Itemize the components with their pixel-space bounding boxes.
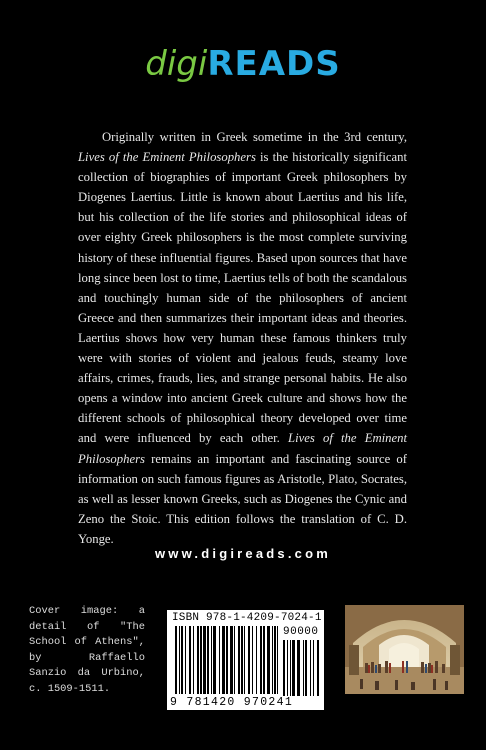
barcode-bar [248, 626, 250, 694]
barcode-bar [175, 626, 177, 694]
description-part-3: remains an important and fascinating source of information on such famous figures as Aristotle, Plato, Socrates, as well as lesser known Greeks, such as Diogenes the Cynic and Zeno the Stoic. This edition follows the translation of C. D. Yonge. [78, 451, 407, 546]
barcode-bar [263, 626, 265, 694]
logo-reads: READS [207, 44, 341, 84]
barcode-bar [234, 626, 235, 694]
barcode-bar [305, 640, 307, 696]
isbn-barcode [167, 610, 324, 710]
barcode-bar [317, 640, 319, 696]
barcode-bar [207, 626, 209, 694]
barcode-bar [283, 640, 285, 696]
barcode-bar [313, 640, 314, 696]
barcode-bar [189, 626, 191, 694]
barcode-bar [181, 626, 183, 694]
barcode-bar [277, 626, 278, 694]
book-title-1: Lives of the Eminent Philosophers [78, 150, 256, 165]
barcode-bar [310, 640, 311, 696]
description-part-2: is the historically significant collection of biographies of important Greek philosophers by Diogenes Laertius. Little is known about Laertius and his life, but his collection of the life stories and philosophical ideas of over eighty Greek philosophers is the most complete surviving history of these influential figures. Based upon sources that have long since been lost to time, Laertius tells of both the scandalous and touchingly human side of the philosophers of ancient Greece and then summarizes their important ideas and theories. Laertius shows how very human these famous thinkers truly were with stories of violent and jealous feuds, steamy love affairs, crimes, frauds, lies, and strange personal habits. He also opens a window into ancient Greek culture and shows how the different schools of philosophical theory developed over time and were influenced by each other. [78, 150, 407, 446]
school-of-athens-painting [345, 605, 464, 694]
addon-barcode-bars [283, 640, 319, 698]
barcode-bar [197, 626, 199, 694]
book-title-2: Lives of the Eminent Philosophers [78, 431, 407, 466]
barcode-bar [241, 626, 243, 694]
barcode-bar [219, 626, 220, 694]
barcode-bar [179, 626, 180, 694]
barcode-bar [260, 626, 262, 694]
isbn-text: ISBN 978-1-4209-7024-1 [172, 612, 322, 624]
logo-digi: digi [145, 44, 208, 84]
barcode-bar [272, 626, 273, 694]
barcode-bar [252, 626, 253, 694]
barcode-bar [244, 626, 245, 694]
book-description [78, 127, 407, 549]
barcode-bar [222, 626, 225, 694]
barcode-bar [292, 640, 295, 696]
cover-image-credit: Cover image: a detail of "The School of Athens", by Raffaello Sanzio da Urbino, c. 1509-1511. [29, 605, 145, 695]
barcode-bar [200, 626, 202, 694]
website-url: www.digireads.com [154, 546, 331, 561]
barcode-bar [193, 626, 194, 694]
ean-barcode-bars [175, 626, 279, 698]
barcode-bar [267, 626, 270, 694]
description-part-1: Originally written in Greek sometime in the 3rd century, [102, 130, 407, 144]
barcode-bar [203, 626, 206, 694]
digireads-logo [0, 44, 486, 84]
barcode-bar [256, 626, 257, 694]
barcode-bar [303, 640, 304, 696]
barcode-bar [287, 640, 288, 696]
barcode-bar [238, 626, 240, 694]
barcode-bar [226, 626, 228, 694]
barcode-bar [185, 626, 186, 694]
barcode-bar [213, 626, 216, 694]
barcode-bar [230, 626, 233, 694]
price-code: 90000 [283, 626, 319, 638]
barcode-bar [297, 640, 300, 696]
barcode-bar [211, 626, 212, 694]
barcode-digits: 9 781420 970241 [170, 696, 294, 709]
barcode-bar [274, 626, 276, 694]
barcode-bar [290, 640, 291, 696]
